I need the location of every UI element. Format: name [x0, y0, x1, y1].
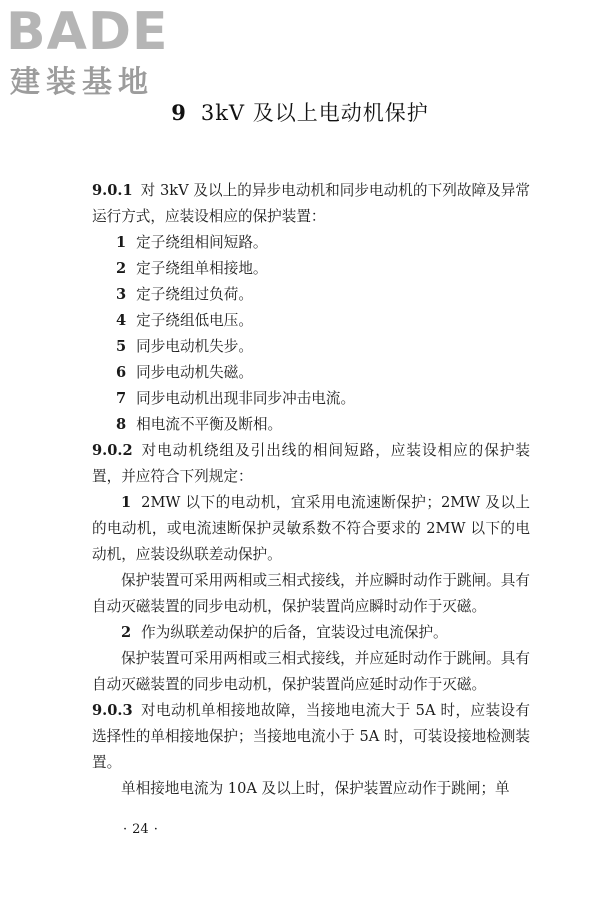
item-number: 1 [121, 494, 132, 511]
clause-text: 对电动机绕组及引出线的相间短路，应装设相应的保护装置，并应符合下列规定： [92, 442, 530, 485]
logo-watermark [6, 4, 176, 104]
item-number: 3 [116, 286, 127, 303]
list-item [92, 282, 530, 308]
list-item [92, 386, 530, 412]
item-text: 相电流不平衡及断相。 [136, 416, 283, 433]
item-text: 同步电动机失磁。 [136, 364, 253, 381]
list-item [92, 230, 530, 256]
list-item [92, 412, 530, 438]
item-number: 2 [116, 260, 127, 277]
item-number: 2 [121, 624, 132, 641]
item-text: 定子绕组单相接地。 [136, 260, 268, 277]
paragraph: 保护装置可采用两相或三相式接线，并应延时动作于跳闸。具有自动灭磁装置的同步电动机，保护装置尚应延时动作于灭磁。 [92, 650, 530, 693]
clause-9-0-3 [92, 698, 530, 776]
item-text: 同步电动机失步。 [136, 338, 253, 355]
item-text: 作为纵联差动保护的后备，宜装设过电流保护。 [141, 624, 448, 641]
item-number: 8 [116, 416, 127, 433]
clause-number: 9.0.1 [92, 182, 133, 199]
clause-number: 9.0.3 [92, 702, 133, 719]
item-text: 2MW 以下的电动机，宜采用电流速断保护；2MW 及以上的电动机，或电流速断保护灵敏系数不符合要求的 2MW 以下的电动机，应装设纵联差动保护。 [92, 494, 530, 563]
clause-9-0-2 [92, 438, 530, 490]
paragraph: 单相接地电流为 10A 及以上时，保护装置应动作于跳闸；单 [121, 780, 510, 797]
item-number: 5 [116, 338, 127, 355]
item-number: 6 [116, 364, 127, 381]
logo-word: BADE [6, 2, 169, 62]
paragraph: 保护装置可采用两相或三相式接线，并应瞬时动作于跳闸。具有自动灭磁装置的同步电动机，保护装置尚应瞬时动作于灭磁。 [92, 572, 530, 615]
item-number: 4 [116, 312, 127, 329]
list-item [92, 308, 530, 334]
clause-text: 对电动机单相接地故障，当接地电流大于 5A 时，应装设有选择性的单相接地保护；当接地电流小于 5A 时，可装设接地检测装置。 [92, 702, 530, 771]
logo-subtitle: 建装基地 [10, 65, 154, 100]
item-number: 1 [116, 234, 127, 251]
clause-9-0-1 [92, 178, 530, 230]
chapter-title [0, 98, 600, 128]
numbered-paragraph [92, 490, 530, 568]
item-text: 定子绕组过负荷。 [136, 286, 253, 303]
page-number: · 24 · [123, 822, 158, 837]
list-item [92, 256, 530, 282]
document-body [92, 178, 530, 802]
clause-number: 9.0.2 [92, 442, 133, 459]
list-item [92, 334, 530, 360]
item-text: 定子绕组低电压。 [136, 312, 253, 329]
clause-text: 对 3kV 及以上的异步电动机和同步电动机的下列故障及异常运行方式，应装设相应的保护装置： [92, 182, 530, 225]
chapter-title-text: 3kV 及以上电动机保护 [200, 101, 429, 125]
item-text: 定子绕组相间短路。 [136, 234, 268, 251]
page-number-value: 24 [132, 822, 149, 837]
list-item [92, 360, 530, 386]
item-text: 同步电动机出现非同步冲击电流。 [136, 390, 356, 407]
numbered-paragraph [92, 620, 530, 646]
item-number: 7 [116, 390, 127, 407]
chapter-number: 9 [171, 100, 187, 125]
